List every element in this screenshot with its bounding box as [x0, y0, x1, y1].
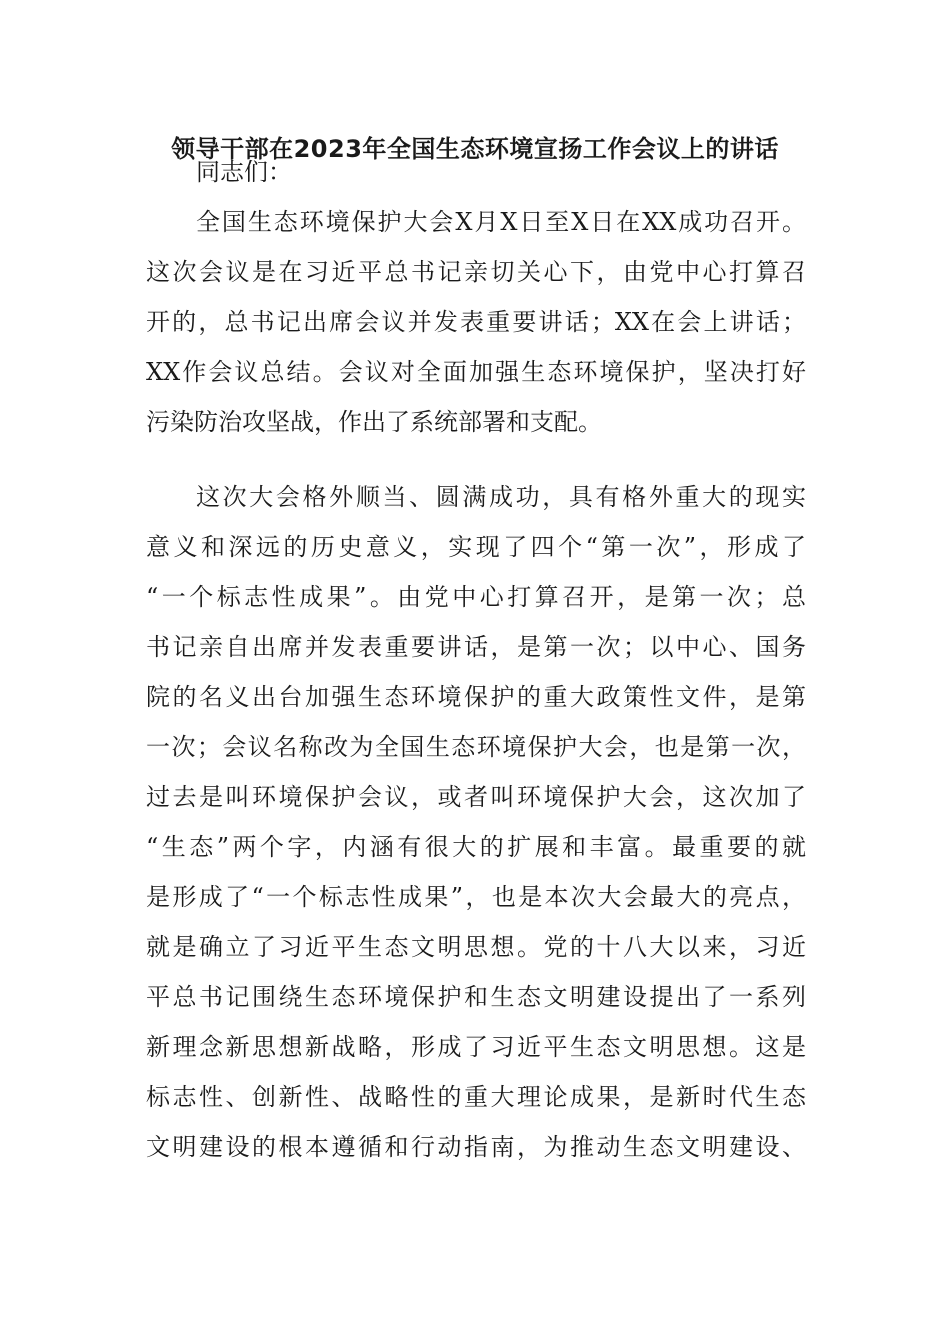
paragraph-line: “一个标志性成果”。由党中心打算召开，是第一次；总	[146, 583, 806, 611]
paragraph-line: 全国生态环境保护大会X月X日至X日在XX成功召开。	[196, 208, 806, 236]
paragraph-line: XX作会议总结。会议对全面加强生态环境保护，坚决打好	[146, 358, 806, 386]
paragraph-line: 开的，总书记出席会议并发表重要讲话；XX在会上讲话；	[146, 308, 806, 336]
paragraph-line: 污染防治攻坚战，作出了系统部署和支配。	[146, 408, 602, 436]
paragraph-line: 文明建设的根本遵循和行动指南，为推动生态文明建设、	[146, 1133, 806, 1161]
paragraph-line: 一次；会议名称改为全国生态环境保护大会，也是第一次，	[146, 733, 806, 761]
paragraph-line: 就是确立了习近平生态文明思想。党的十八大以来，习近	[146, 933, 806, 961]
paragraph-line: “生态”两个字，内涵有很大的扩展和丰富。最重要的就	[146, 833, 806, 861]
paragraph-line: 这次大会格外顺当、圆满成功，具有格外重大的现实	[196, 483, 806, 511]
paragraph-line: 标志性、创新性、战略性的重大理论成果，是新时代生态	[146, 1083, 806, 1111]
paragraph-line: 院的名义出台加强生态环境保护的重大政策性文件，是第	[146, 683, 806, 711]
salutation-line: 同志们：	[196, 158, 292, 186]
paragraph-line: 是形成了“一个标志性成果”，也是本次大会最大的亮点，	[146, 883, 806, 911]
paragraph-line: 新理念新思想新战略，形成了习近平生态文明思想。这是	[146, 1033, 806, 1061]
paragraph-line: 书记亲自出席并发表重要讲话，是第一次；以中心、国务	[146, 633, 806, 661]
paragraph-line: 平总书记围绕生态环境保护和生态文明建设提出了一系列	[146, 983, 806, 1011]
paragraph-line: 意义和深远的历史意义，实现了四个“第一次”，形成了	[146, 533, 806, 561]
paragraph-line: 过去是叫环境保护会议，或者叫环境保护大会，这次加了	[146, 783, 806, 811]
paragraph-line: 这次会议是在习近平总书记亲切关心下，由党中心打算召	[146, 258, 806, 286]
document-title: 领导干部在2023年全国生态环境宣扬工作会议上的讲话	[171, 135, 779, 163]
